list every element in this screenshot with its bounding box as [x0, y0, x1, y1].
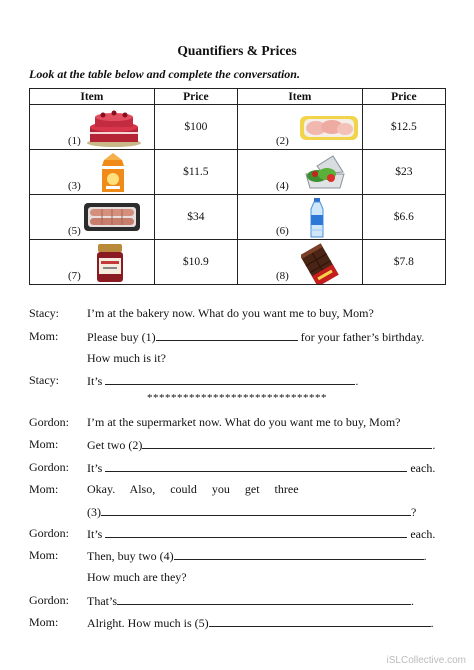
jam-jar-icon: [94, 242, 126, 284]
price-cell: $10.9: [154, 240, 237, 285]
item-number: (7): [68, 270, 81, 282]
item-cell-1: [30, 105, 155, 150]
line-text: [87, 548, 427, 563]
line-text: [87, 329, 424, 344]
item-cell-3: [30, 150, 155, 195]
answer-blank-price-1[interactable]: [105, 373, 355, 385]
line-text-pre: Get two (2): [87, 438, 143, 452]
line-text-pre: Alright. How much is (5): [87, 616, 209, 630]
line-text-pre: Please buy (1): [87, 330, 156, 344]
price-cell: $23: [362, 150, 445, 195]
item-number: (4): [275, 180, 289, 192]
item-cell-8: [237, 240, 362, 285]
speaker: Mom:: [29, 437, 59, 451]
line-text-post: each.: [410, 461, 436, 475]
header-price-2: Price: [362, 89, 445, 105]
speaker: Mom:: [29, 482, 59, 496]
table-row: [30, 195, 446, 240]
line-text: I’m at the supermarket now. What do you want me to buy, Mom?: [87, 415, 401, 429]
table-row: [30, 150, 446, 195]
price-cell: $12.5: [362, 105, 445, 150]
answer-blank-1[interactable]: [156, 329, 298, 341]
line-text: [87, 504, 416, 519]
line-text: [87, 593, 414, 608]
speaker: Mom:: [29, 329, 59, 343]
speaker: Gordon:: [29, 593, 69, 607]
header-item-1: Item: [30, 89, 155, 105]
line-text: [87, 526, 435, 541]
cake-icon: [85, 110, 143, 148]
water-bottle-icon: [306, 197, 328, 239]
speaker: Stacy:: [29, 373, 59, 387]
watermark: iSLCollective.com: [386, 655, 466, 666]
line-text: Okay. Also, could you get three: [87, 482, 299, 496]
page-title: Quantifiers & Prices: [177, 43, 297, 58]
line-text: [87, 460, 435, 475]
table-row: [30, 240, 446, 285]
header-item-2: Item: [237, 89, 362, 105]
chicken-meat-icon: [298, 110, 360, 144]
speaker: Mom:: [29, 615, 59, 629]
item-number: (3): [68, 180, 81, 192]
line-text-pre: Then, buy two (4): [87, 549, 174, 563]
answer-blank-4[interactable]: [174, 548, 424, 560]
item-number: (6): [275, 225, 289, 237]
answer-blank-3[interactable]: [101, 504, 411, 516]
answer-blank-2[interactable]: [142, 437, 432, 449]
speaker: Stacy:: [29, 306, 59, 320]
price-cell: $34: [154, 195, 237, 240]
answer-blank-5[interactable]: [209, 615, 431, 627]
item-number: (1): [68, 135, 81, 147]
line-text-post: .: [430, 616, 434, 630]
instruction: Look at the table below and complete the conversation.: [29, 67, 300, 81]
table-header-row: [30, 89, 446, 105]
line-text-pre: It’s: [87, 374, 103, 388]
speaker: Gordon:: [29, 526, 69, 540]
answer-blank-price-2[interactable]: [105, 460, 407, 472]
answer-blank-price-3[interactable]: [105, 526, 407, 538]
item-cell-2: [237, 105, 362, 150]
chocolate-bar-icon: [301, 242, 341, 284]
separator: ******************************: [147, 392, 327, 404]
line-text-pre: It’s: [87, 527, 103, 541]
line-text-post: .: [355, 374, 359, 388]
line-text: How much is it?: [87, 351, 166, 365]
item-cell-7: [30, 240, 155, 285]
price-cell: $7.8: [362, 240, 445, 285]
line-text: How much are they?: [87, 570, 187, 584]
line-text-pre: It’s: [87, 461, 103, 475]
line-text: [87, 615, 434, 630]
line-text-post: each.: [410, 527, 436, 541]
price-cell: $100: [154, 105, 237, 150]
line-text-post: ?: [411, 505, 417, 519]
line-text-pre: (3): [87, 505, 101, 519]
item-number: (2): [275, 135, 289, 147]
sausages-icon: [82, 199, 142, 235]
speaker: Mom:: [29, 548, 59, 562]
price-cell: $11.5: [154, 150, 237, 195]
speaker: Gordon:: [29, 460, 69, 474]
line-text: [87, 437, 435, 452]
item-cell-5: [30, 195, 155, 240]
line-text-post: .: [432, 438, 436, 452]
line-text: [87, 373, 358, 388]
line-text-post: .: [423, 549, 427, 563]
item-number: (5): [68, 225, 81, 237]
item-number: (8): [275, 270, 289, 282]
juice-carton-icon: [98, 152, 128, 194]
price-table: [29, 88, 446, 285]
line-text-pre: That’s: [87, 594, 117, 608]
header-price-1: Price: [154, 89, 237, 105]
speaker: Gordon:: [29, 415, 69, 429]
line-text-post: for your father’s birthday.: [300, 330, 425, 344]
line-text-post: .: [411, 594, 414, 608]
salad-icon: [303, 152, 347, 192]
answer-blank-price-4[interactable]: [117, 593, 411, 605]
item-cell-6: [237, 195, 362, 240]
item-cell-4: [237, 150, 362, 195]
table-row: [30, 105, 446, 150]
price-cell: $6.6: [362, 195, 445, 240]
line-text: I’m at the bakery now. What do you want me to buy, Mom?: [87, 306, 374, 320]
